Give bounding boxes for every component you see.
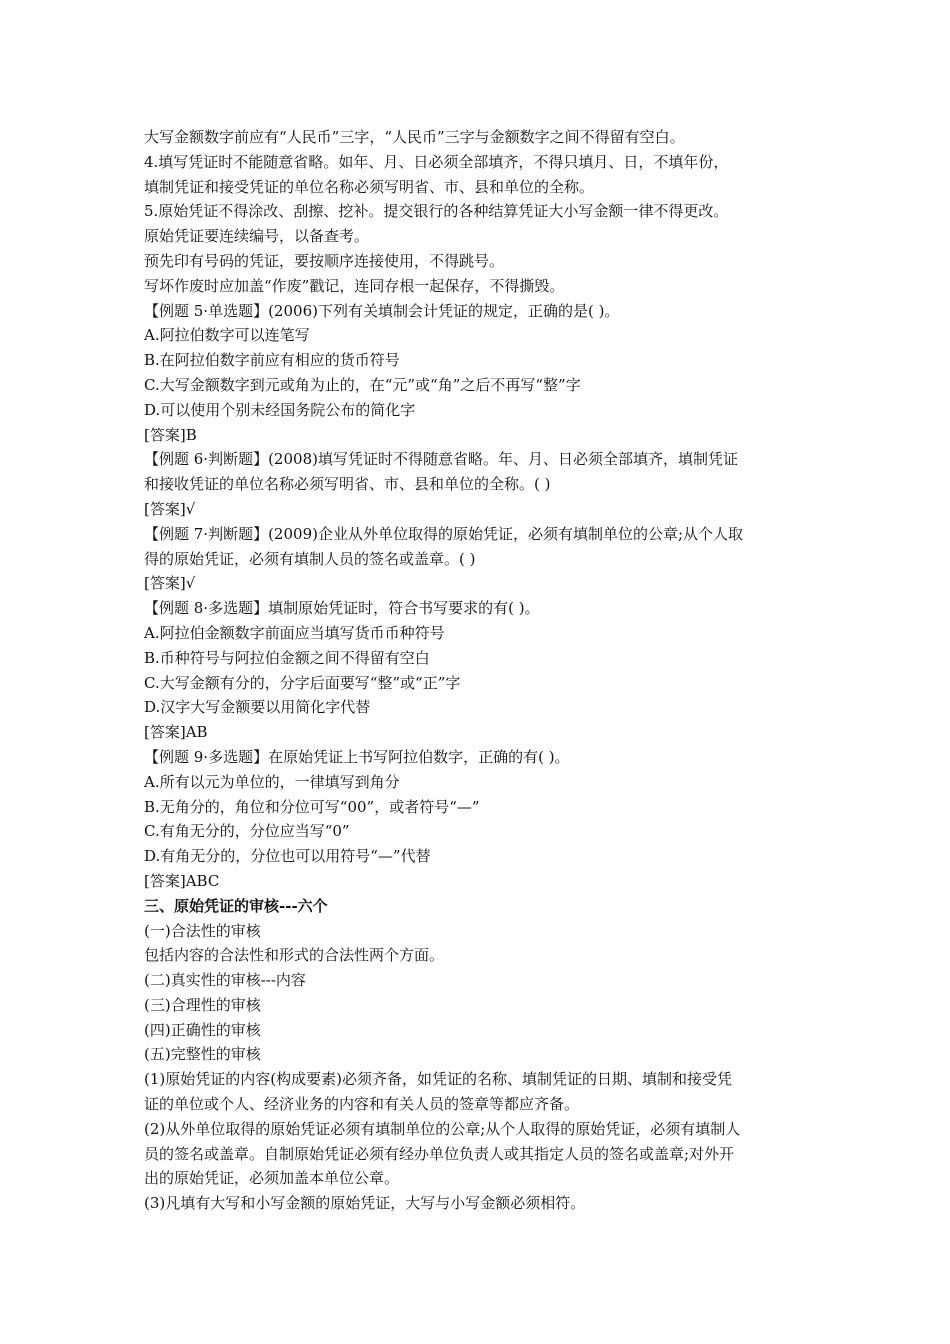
text-line: (五)完整性的审核: [144, 1045, 261, 1064]
document-page: [144, 125, 814, 1216]
text-line: (三)合理性的审核: [144, 995, 261, 1014]
text-line: 大写金额数字前应有“人民币”三字，“人民币”三字与金额数字之间不得留有空白。: [144, 128, 685, 146]
text-line: 和接收凭证的单位名称必须写明省、市、县和单位的全称。( ): [144, 475, 551, 494]
text-line: 出的原始凭证，必须加盖本单位公章。: [144, 1169, 400, 1188]
text-line: 5.原始凭证不得涂改、刮擦、挖补。提交银行的各种结算凭证大小写金额一律不得更改。: [144, 202, 729, 221]
text-line: D.汉字大写金额要以用简化字代替: [144, 698, 371, 717]
text-line: C.大写金额数字到元或角为止的，在“元”或“角”之后不再写“整”字: [144, 375, 581, 394]
text-line: B.在阿拉伯数字前应有相应的货币符号: [144, 351, 400, 370]
text-line: C.有角无分的，分位应当写“0”: [144, 822, 350, 841]
text-line: (2)从外单位取得的原始凭证必须有填制单位的公章;从个人取得的原始凭证，必须有填制人: [144, 1119, 741, 1138]
text-line: 证的单位或个人、经济业务的内容和有关人员的签章等都应齐备。: [144, 1095, 580, 1114]
text-line: C.大写金额有分的，分字后面要写“整”或“正”字: [144, 673, 461, 692]
text-line: [答案]√: [144, 499, 196, 518]
text-line: D.可以使用个别未经国务院公布的简化字: [144, 400, 416, 419]
section-heading: 三、原始凭证的审核---六个: [144, 896, 328, 915]
text-line: 【例题 9·多选题】在原始凭证上书写阿拉伯数字，正确的有( )。: [144, 747, 570, 766]
text-line: 【例题 5·单选题】(2006)下列有关填制会计凭证的规定，正确的是( )。: [144, 301, 620, 320]
text-line: 写坏作废时应加盖“作废”戳记，连同存根一起保存，不得撕毁。: [144, 276, 565, 295]
text-line: (一)合法性的审核: [144, 921, 261, 940]
text-line: 包括内容的合法性和形式的合法性两个方面。: [144, 946, 445, 965]
text-line: (四)正确性的审核: [144, 1020, 261, 1039]
text-line: 填制凭证和接受凭证的单位名称必须写明省、市、县和单位的全称。: [144, 177, 595, 196]
text-line: A.阿拉伯数字可以连笔写: [144, 326, 310, 345]
text-line: 得的原始凭证，必须有填制人员的签名或盖章。( ): [144, 549, 476, 568]
text-line: A.阿拉伯金额数字前面应当填写货币币种符号: [144, 623, 445, 642]
text-line: 【例题 6·判断题】(2008)填写凭证时不得随意省略。年、月、日必须全部填齐，填制凭证: [144, 450, 738, 469]
text-line: 预先印有号码的凭证，要按顺序连接使用，不得跳号。: [144, 251, 505, 270]
text-line: A.所有以元为单位的，一律填写到角分: [144, 772, 400, 791]
text-line: [答案]AB: [144, 723, 208, 742]
text-line: 【例题 7·判断题】(2009)企业从外单位取得的原始凭证，必须有填制单位的公章;从个人取: [144, 524, 744, 543]
text-line: 原始凭证要连续编号，以备查考。: [144, 227, 370, 246]
text-line: B.币种符号与阿拉伯金额之间不得留有空白: [144, 648, 430, 667]
text-line: 4.填写凭证时不能随意省略。如年、月、日必须全部填齐，不得只填月、日，不填年份，: [144, 152, 729, 171]
text-line: 员的签名或盖章。自制原始凭证必须有经办单位负责人或其指定人员的签名或盖章;对外开: [144, 1144, 735, 1163]
text-line: (3)凡填有大写和小写金额的原始凭证，大写与小写金额必须相符。: [144, 1194, 586, 1213]
text-line: 【例题 8·多选题】填制原始凭证时，符合书写要求的有( )。: [144, 599, 540, 618]
document-body: [144, 125, 814, 1216]
text-line: [答案]B: [144, 425, 197, 444]
text-line: (二)真实性的审核---内容: [144, 971, 306, 990]
text-line: (1)原始凭证的内容(构成要素)必须齐备，如凭证的名称、填制凭证的日期、填制和接受凭: [144, 1070, 732, 1089]
text-line: B.无角分的，角位和分位可写“00”，或者符号“—”: [144, 797, 480, 816]
text-line: [答案]√: [144, 574, 196, 593]
text-line: D.有角无分的，分位也可以用符号“—”代替: [144, 847, 431, 866]
text-line: [答案]ABC: [144, 871, 220, 890]
